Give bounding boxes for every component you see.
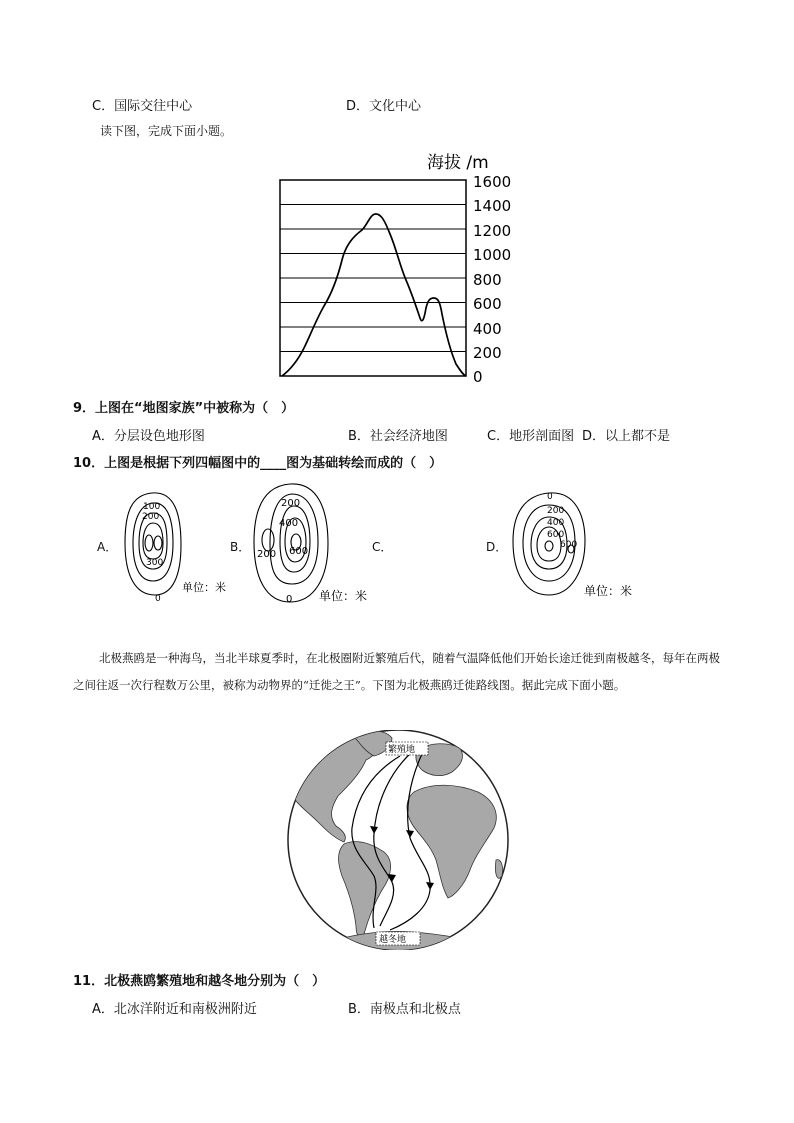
wintering-label: 越冬地 xyxy=(379,935,407,945)
svg-text:0: 0 xyxy=(547,492,553,502)
q10-stem: 10．上图是根据下列四幅图中的____图为基础转绘而成的（ ） xyxy=(73,456,443,471)
tick-1200: 1200 xyxy=(473,222,512,240)
svg-text:600: 600 xyxy=(547,530,565,540)
q11-option-b: B．南极点和北极点 xyxy=(348,1002,461,1017)
svg-text:100: 100 xyxy=(143,502,161,512)
svg-text:600: 600 xyxy=(289,546,309,557)
q11-stem: 11．北极燕鸥繁殖地和越冬地分别为（ ） xyxy=(73,974,326,989)
tick-0: 0 xyxy=(473,368,483,386)
svg-text:400: 400 xyxy=(547,518,565,528)
contour-map-b xyxy=(248,480,378,608)
svg-text:300: 300 xyxy=(146,558,164,568)
profile-gridlines xyxy=(280,205,466,352)
q8-option-d: D．文化中心 xyxy=(346,99,422,114)
svg-text:200: 200 xyxy=(257,549,277,560)
tick-200: 200 xyxy=(473,344,502,362)
svg-text:200: 200 xyxy=(547,506,565,516)
svg-text:200: 200 xyxy=(142,512,160,522)
profile-title: 海拔 /m xyxy=(427,153,489,173)
terrain-profile-chart xyxy=(270,148,520,388)
q10-option-b-label: B． xyxy=(230,540,251,554)
q10-option-d-label: D． xyxy=(486,540,508,554)
migration-globe-map xyxy=(282,730,514,950)
q9-option-b: B．社会经济地图 xyxy=(348,429,448,444)
q9-option-d: D．以上都不是 xyxy=(582,429,671,444)
profile-tick-labels xyxy=(473,173,511,386)
svg-text:600: 600 xyxy=(560,540,578,550)
q11-option-a: A．北冰洋附近和南极洲附近 xyxy=(92,1002,257,1017)
svg-text:0: 0 xyxy=(155,594,161,604)
q9-stem: 9．上图在“地图家族”中被称为（ ） xyxy=(73,401,295,416)
tick-1400: 1400 xyxy=(473,197,512,215)
tick-800: 800 xyxy=(473,271,502,289)
breeding-label: 繁殖地 xyxy=(388,745,416,755)
tick-600: 600 xyxy=(473,295,502,313)
contour-map-d xyxy=(505,485,635,605)
tick-400: 400 xyxy=(473,320,502,338)
q9-option-a: A．分层设色地形图 xyxy=(92,429,205,444)
q8-option-c: C．国际交往中心 xyxy=(92,99,193,114)
svg-text:400: 400 xyxy=(279,518,299,529)
map-a-contour-labels xyxy=(142,502,163,604)
svg-text:0: 0 xyxy=(286,594,293,605)
q9-option-c: C．地形剖面图 xyxy=(487,429,575,444)
map-d-unit: 单位：米 xyxy=(584,584,633,598)
svg-text:200: 200 xyxy=(281,498,301,509)
map-a-unit: 单位：米 xyxy=(182,581,226,594)
map-b-unit: 单位：米 xyxy=(319,589,368,603)
tick-1000: 1000 xyxy=(473,246,512,264)
profile-intro: 读下图，完成下面小题。 xyxy=(100,124,233,138)
tick-1600: 1600 xyxy=(473,173,512,191)
contour-map-a xyxy=(115,485,240,605)
q10-option-c-label: C． xyxy=(372,540,393,554)
q10-option-a-label: A． xyxy=(97,540,118,554)
tern-paragraph: 北极燕鸥是一种海鸟，当北半球夏季时，在北极圈附近繁殖后代，随着气温降低他们开始长途迁徙到南极越冬，每年在两极之间往返一次行程数万公里，被称为动物界的“迁徙之王”。下图为北极燕鸥迁徙路线图。据此完成下面小题。 xyxy=(73,651,720,692)
